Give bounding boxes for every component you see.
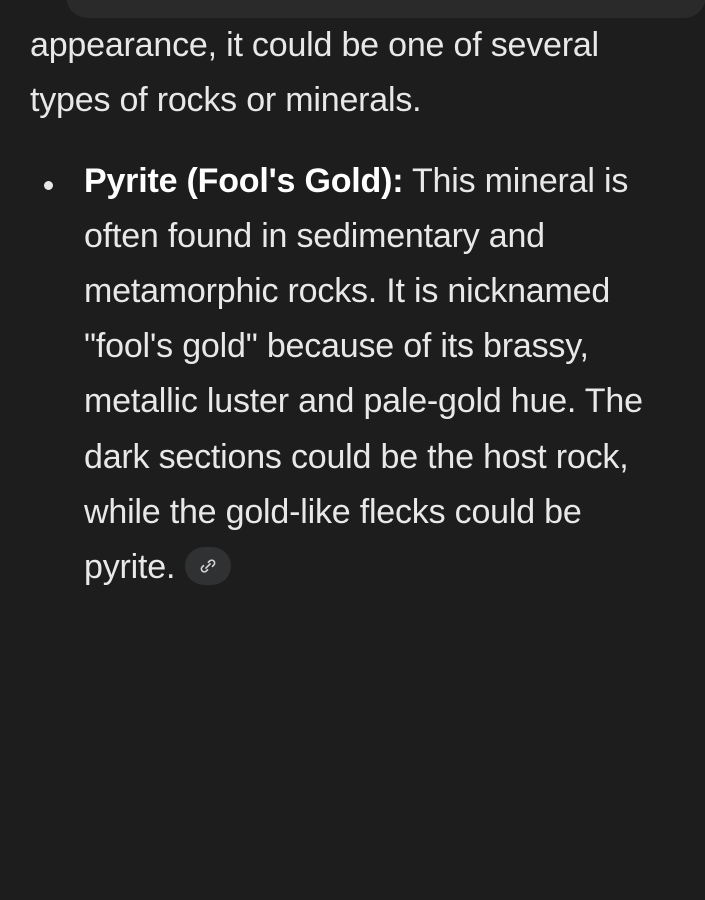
list-item bbox=[30, 154, 675, 595]
source-link-chip[interactable] bbox=[185, 547, 231, 585]
bullet-term: Pyrite (Fool's Gold): bbox=[84, 162, 404, 201]
paragraph-text: appearance, it could be one of several types of rocks or minerals. bbox=[30, 26, 599, 120]
link-icon bbox=[198, 556, 218, 576]
bullet-body: This mineral is often found in sedimentary and metamorphic rocks. It is nicknamed "fool's gold" because of its brassy, metallic luster and pale-gold hue. The dark sections could be the host rock, while the gold-like flecks could be pyrite. bbox=[84, 162, 643, 586]
bullet-list bbox=[30, 154, 675, 595]
